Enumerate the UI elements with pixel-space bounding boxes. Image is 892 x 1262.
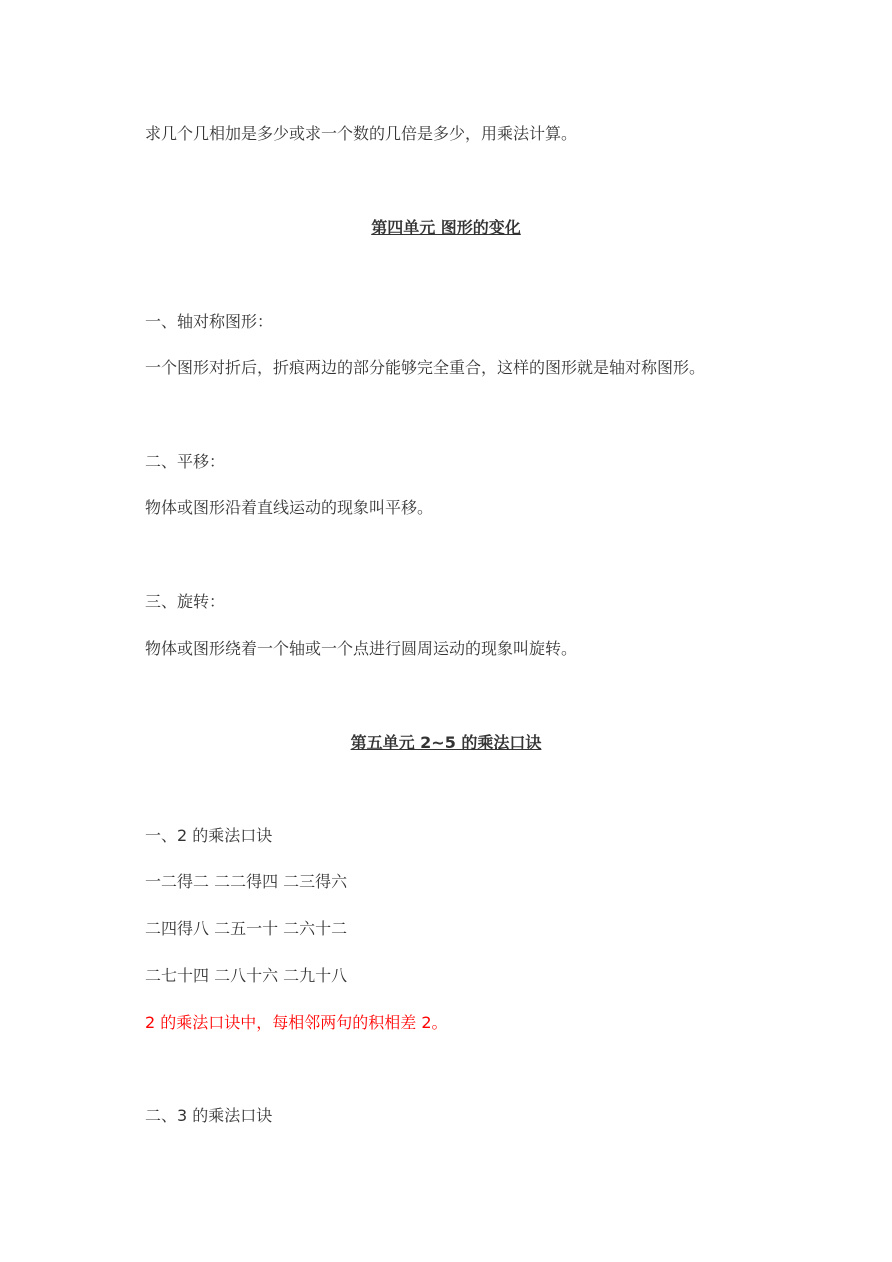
table2-row-3: 二七十四 二八十六 二九十八 — [145, 966, 348, 985]
unit5-title: 第五单元 2~5 的乘法口诀 — [350, 733, 542, 752]
translation-text: 物体或图形沿着直线运动的现象叫平移。 — [145, 498, 434, 517]
table3-heading: 二、3 的乘法口诀 — [145, 1106, 273, 1125]
table2-row-2: 二四得八 二五一十 二六十二 — [145, 919, 348, 938]
table2-heading: 一、2 的乘法口诀 — [145, 826, 273, 845]
table2-row-1: 一二得二 二二得四 二三得六 — [145, 872, 348, 891]
unit4-title: 第四单元 图形的变化 — [371, 218, 521, 237]
translation-heading: 二、平移： — [145, 452, 226, 471]
rotation-heading: 三、旋转： — [145, 592, 226, 611]
axial-symmetry-text: 一个图形对折后，折痕两边的部分能够完全重合，这样的图形就是轴对称图形。 — [145, 358, 706, 377]
rotation-text: 物体或图形绕着一个轴或一个点进行圆周运动的现象叫旋转。 — [145, 639, 578, 658]
intro-text: 求几个几相加是多少或求一个数的几倍是多少，用乘法计算。 — [145, 124, 578, 143]
axial-symmetry-heading: 一、轴对称图形： — [145, 312, 274, 331]
table2-note: 2 的乘法口诀中，每相邻两句的积相差 2。 — [145, 1013, 448, 1032]
